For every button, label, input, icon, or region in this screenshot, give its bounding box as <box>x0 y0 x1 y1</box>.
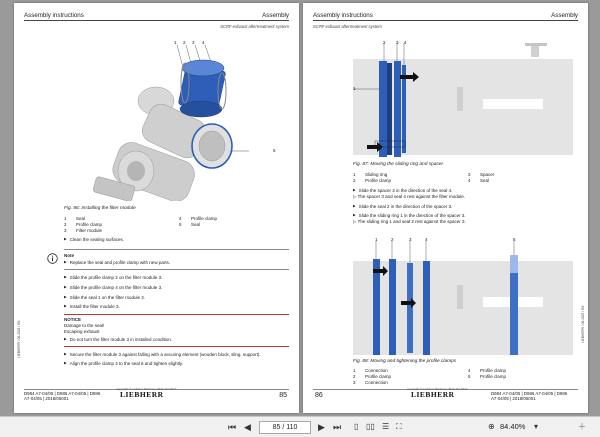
zoom-dropdown-icon[interactable]: ▾ <box>534 422 539 431</box>
notice-step: ▶ Do not turn the filter module 3 in installed condition. <box>64 337 172 342</box>
page-number: 86 <box>315 392 323 399</box>
fig87-caption: Fig. 87: Moving the sliding ring and spacer <box>353 162 444 167</box>
fig88-callout-1: 1 <box>375 237 378 242</box>
fig87-step-1: ▶ Slide the spacer 3 in the direction of the seal 4. <box>353 188 452 193</box>
header-left: Assembly instructions <box>313 12 373 19</box>
footer-line-1: D984 A7-04/05 | D986 A7-04/05 | D986 <box>24 390 101 396</box>
fig88-legend-num-3: 3 <box>353 380 356 385</box>
fig87-legend-label-3: Spacer <box>480 172 495 177</box>
fig86-callout-1: 1 <box>174 40 177 45</box>
fig86-caption: Fig. 86: Installing the filter module <box>64 206 136 211</box>
step-2: ▶ Slide the profile clamp 4 on the filter module 3. <box>64 285 162 290</box>
legend-num-3: 3 <box>64 228 67 233</box>
fig88-caption: Fig. 88: Moving and tightening the profile clamps <box>353 359 457 364</box>
subtitle: SCRF exhaust aftertreatment system <box>220 24 289 29</box>
fig86-callout-3: 3 <box>192 40 195 45</box>
last-page-icon[interactable]: ⏭ <box>333 422 342 432</box>
legend-num-2: 2 <box>64 222 67 227</box>
fig87-legend-num-1: 1 <box>353 172 356 177</box>
fig87-callout-1: 1 <box>353 86 356 91</box>
header-right: Assembly <box>262 12 289 19</box>
fig87-legend-num-4: 4 <box>468 178 471 183</box>
legend-label-1: Seal <box>76 216 86 221</box>
notice-rule-top <box>64 314 289 315</box>
legend-num-4: 4 <box>179 216 182 221</box>
filter-module-illustration <box>74 31 249 201</box>
side-text: LIEBHERR / 06-2023 / EN <box>581 305 585 343</box>
page-86 <box>303 3 588 413</box>
step-5: ▶ Secure the filter module 3 against falling with a securing element (wooden block, sling, support). <box>64 352 261 357</box>
fig87-result-2 <box>353 219 466 225</box>
note-rule-top <box>64 249 289 250</box>
header-rule <box>24 20 289 21</box>
page-85 <box>14 3 299 413</box>
liebherr-logo: LIEBHERR <box>411 390 455 399</box>
legend-label-2: Profile clamp <box>76 222 103 227</box>
step-1: ▶ Slide the profile clamp 2 on the filter module 3. <box>64 275 162 280</box>
step-3: ▶ Slide the seal 1 on the filter module 3. <box>64 295 145 300</box>
viewer-toolbar <box>0 416 600 437</box>
result-arrow-icon: ▷ <box>353 194 358 199</box>
fig88-callout-5: 5 <box>513 237 516 242</box>
footer-line-2: A7-04/05 | 2018/05001 <box>24 395 69 401</box>
footer-text <box>491 391 567 401</box>
sliding-ring-illustration <box>353 41 578 159</box>
fig87-step-3: ▶ Slide the sliding ring 1 in the direction of the spacer 3. <box>353 213 466 218</box>
fig88-legend-label-2: Profile clamp <box>365 374 392 379</box>
fit-page-icon[interactable]: ⛶ <box>396 422 402 431</box>
side-text: LIEBHERR / 06-2023 / EN <box>17 320 21 358</box>
liebherr-logo: LIEBHERR <box>120 390 164 399</box>
step-clean: ▶ Clean the sealing surfaces. <box>64 237 124 242</box>
legend-label-5: Seal <box>191 222 201 227</box>
header-right: Assembly <box>551 12 578 19</box>
footer-line-2: A7-04/05 | 2018/05001 <box>491 395 536 401</box>
note-text: ▶ Replace the seal and profile clamp with new parts. <box>64 260 170 265</box>
fig88-legend-label-3: Connection <box>365 380 388 385</box>
fig88-legend-label-5: Profile clamp <box>480 374 507 379</box>
fig88-legend-num-2: 2 <box>353 374 356 379</box>
notice-line-1: Damage to the seal! <box>64 323 105 328</box>
step-4: ▶ Install the filter module 3. <box>64 304 120 309</box>
notice-title: NOTICE <box>64 317 82 322</box>
two-page-view-icon[interactable]: ▯▯ <box>366 422 375 431</box>
zoom-in-icon[interactable]: ＋ <box>578 422 586 431</box>
fig87-callout-4: 4 <box>404 40 407 45</box>
prev-page-icon[interactable]: ◀ <box>244 422 251 432</box>
profile-clamps-illustration <box>353 239 578 357</box>
copyright: copyright © Liebherr Machines Bulle SA 2017 <box>116 387 177 391</box>
notice-line-2: Escaping exhaust <box>64 329 100 334</box>
fig87-legend-label-4: Seal <box>480 178 490 183</box>
scroll-view-icon[interactable]: ☰ <box>382 422 390 431</box>
subtitle: SCRF exhaust aftertreatment system <box>313 24 382 29</box>
info-icon <box>47 253 58 264</box>
first-page-icon[interactable]: ⏮ <box>228 422 237 432</box>
legend-num-1: 1 <box>64 216 67 221</box>
footer-text <box>24 391 100 401</box>
page-indicator-input[interactable]: 85 / 110 <box>259 421 311 434</box>
fig87-legend-num-3: 3 <box>468 172 471 177</box>
step-6: ▶ Align the profile clamp 4 to the seal 6 and tighten slightly. <box>64 361 183 366</box>
notice-rule-bottom <box>64 346 289 347</box>
fig86-callout-5: 5 <box>273 148 276 153</box>
fig88-legend-label-1: Connection <box>365 368 388 373</box>
fig88-legend-num-5: 5 <box>468 374 471 379</box>
fig87-callout-2: 2 <box>383 40 386 45</box>
fig88-callout-2: 2 <box>391 237 394 242</box>
legend-label-3: Filter module <box>76 228 103 233</box>
fig87-step-2: ▶ Slide the seal 2 in the direction of the spacer 3. <box>353 204 452 209</box>
fig87-result-1 <box>353 194 465 200</box>
fig88-legend-num-4: 4 <box>468 368 471 373</box>
copyright: copyright © Liebherr Machines Bulle SA 2017 <box>407 387 468 391</box>
result-arrow-icon: ▷ <box>353 219 358 224</box>
note-title: Note <box>64 253 74 258</box>
legend-label-4: Profile clamp <box>191 216 218 221</box>
fig87-legend-num-2: 2 <box>353 178 356 183</box>
zoom-icon[interactable]: ⊕ <box>488 422 495 431</box>
page-number: 85 <box>279 392 287 399</box>
fig86-callout-2: 2 <box>183 40 186 45</box>
fig88-legend-num-1: 1 <box>353 368 356 373</box>
fig87-legend-label-1: Sliding ring <box>365 172 388 177</box>
fig88-callout-4: 4 <box>425 237 428 242</box>
footer-line-1: D984 A7-04/05 | D986 A7-04/05 | D986 <box>491 390 568 396</box>
header-rule <box>313 20 578 21</box>
note-rule-bottom <box>64 269 289 270</box>
next-page-icon[interactable]: ▶ <box>318 422 325 432</box>
fig87-result-2-text: The sliding ring 1 and seal 2 rest against the spacer 3. <box>357 219 466 224</box>
fig86-callout-4: 4 <box>202 40 205 45</box>
fig88-callout-3: 3 <box>409 237 412 242</box>
single-page-view-icon[interactable]: ▯ <box>354 422 359 431</box>
fig87-callout-3: 3 <box>396 40 399 45</box>
header-left: Assembly instructions <box>24 12 84 19</box>
fig87-result-1-text: The spacer 3 and seal 4 rest against the filter module. <box>357 194 465 199</box>
fig88-legend-label-4: Profile clamp <box>480 368 507 373</box>
legend-num-5: 5 <box>179 222 182 227</box>
zoom-level[interactable]: 84.40% <box>500 422 526 431</box>
fig87-legend-label-2: Profile clamp <box>365 178 392 183</box>
